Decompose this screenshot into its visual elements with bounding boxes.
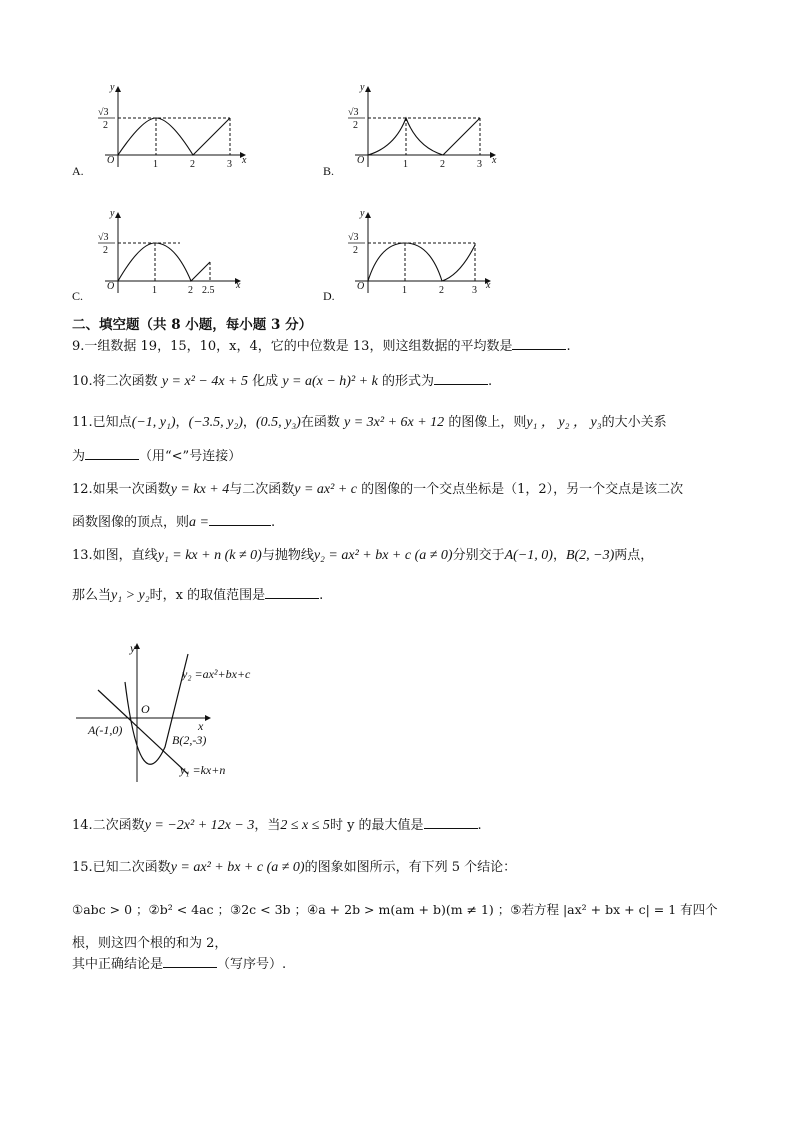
graph-c-y-label: y bbox=[110, 208, 115, 219]
q13-y-label: y bbox=[130, 641, 136, 655]
graph-a bbox=[105, 87, 245, 167]
q13-parabola bbox=[125, 654, 188, 764]
graph-d-y-label: y bbox=[360, 208, 365, 219]
q13-sep: ， bbox=[552, 548, 566, 563]
q13-label-b: B(2,-3) bbox=[172, 733, 207, 747]
q11-line2a: 为 bbox=[72, 449, 86, 464]
q15-func: y = ax² + bx + c (a ≠ 0) bbox=[170, 860, 305, 875]
q11-tail: 的大小关系 bbox=[601, 415, 667, 430]
graph-a-origin: O bbox=[107, 155, 115, 166]
q11-answer-blank[interactable] bbox=[85, 447, 139, 460]
graph-b-tick-3: 3 bbox=[477, 159, 482, 170]
question-11 bbox=[72, 413, 667, 433]
graph-c-tick-2: 2 bbox=[188, 285, 193, 296]
graph-c-tick-25: 2.5 bbox=[202, 285, 215, 296]
q10-post: 的形式为 bbox=[381, 374, 434, 389]
q15-pre: 15.已知二次函数 bbox=[72, 860, 171, 875]
q13-cond: y₁ > y₂ bbox=[111, 588, 150, 603]
question-15-line4 bbox=[72, 955, 286, 975]
q11-point1: (−1, y₁) bbox=[131, 415, 176, 430]
graph-c-x-label: x bbox=[236, 280, 241, 291]
q15-c3: 其中正确结论是 bbox=[72, 957, 164, 972]
q15-post: 的图象如图所示，有下列 5 个结论： bbox=[304, 860, 517, 875]
option-d-label: D. bbox=[323, 289, 335, 303]
q13-pre: 13.如图，直线 bbox=[72, 548, 158, 563]
graph-a-x-label: x bbox=[242, 155, 247, 166]
q13-figure bbox=[70, 632, 310, 792]
q15-conclusions-line2: 根，则这四个根的和为 2， bbox=[72, 936, 228, 951]
question-10 bbox=[72, 372, 492, 392]
graph-a-two: 2 bbox=[103, 120, 108, 131]
q12-line2: 函数图像的顶点，则 bbox=[72, 515, 190, 530]
q12-pre: 12.如果一次函数 bbox=[72, 482, 171, 497]
graph-a-tick-1: 1 bbox=[153, 159, 158, 170]
q9-answer-blank[interactable] bbox=[512, 337, 566, 350]
graph-b-tick-2: 2 bbox=[440, 159, 445, 170]
q12-f2: y = ax² + c bbox=[294, 482, 357, 497]
q13-y1-label: y₁ =kx+n bbox=[180, 763, 226, 777]
graph-a-sqrt3: √3 bbox=[98, 107, 109, 118]
q14-func: y = −2x² + 12x − 3 bbox=[144, 818, 255, 833]
graph-a-tick-2: 2 bbox=[190, 159, 195, 170]
option-b-label: B. bbox=[323, 164, 335, 178]
graph-c-tick-1: 1 bbox=[152, 285, 157, 296]
graph-d-tick-1: 1 bbox=[402, 285, 407, 296]
q14-end: . bbox=[477, 818, 482, 833]
q14-mid: ，当 bbox=[254, 818, 281, 833]
q14-pre: 14.二次函数 bbox=[72, 818, 145, 833]
graph-b-two: 2 bbox=[353, 120, 358, 131]
question-14 bbox=[72, 816, 482, 836]
q15-conclusions-line1: ①abc > 0 ；②b² < 4ac ；③2c < 3b ；④a + 2b > m(am + b)(m ≠ 1) ；⑤若方程 |ax² + bx + c| = 1 有四个 bbox=[72, 902, 718, 917]
q13-x-label: x bbox=[198, 719, 204, 733]
graph-c-sqrt3: √3 bbox=[98, 232, 109, 243]
q12-end: . bbox=[270, 515, 276, 530]
option-c-label: C. bbox=[72, 289, 84, 303]
q9-text: 9.一组数据 19，15，10，x，4，它的中位数是 13，则这组数据的平均数是 bbox=[72, 339, 513, 354]
q14-post: 时 y 的最大值是 bbox=[329, 818, 424, 833]
q13-f2: y₂ = ax² + bx + c (a ≠ 0) bbox=[313, 548, 453, 563]
question-12 bbox=[72, 480, 683, 500]
q13-point-a: A(−1, 0) bbox=[504, 548, 553, 563]
q11-func: y = 3x² + 6x + 12 bbox=[344, 415, 445, 430]
q14-answer-blank[interactable] bbox=[424, 816, 478, 829]
q13-y2-label: y₂ =ax²+bx+c bbox=[182, 667, 251, 681]
graph-c bbox=[105, 213, 240, 293]
q15-c3tail: （写序号） bbox=[217, 957, 283, 972]
question-15-conclusions bbox=[72, 900, 718, 920]
graph-b-y-label: y bbox=[360, 82, 365, 93]
q10-pre: 10.将二次函数 bbox=[72, 374, 158, 389]
q12-f1: y = kx + 4 bbox=[170, 482, 230, 497]
q10-expr2: y = a(x − h)² + k bbox=[282, 374, 378, 389]
option-graphs bbox=[60, 75, 780, 325]
graph-d-origin: O bbox=[357, 281, 365, 292]
q11-point2: (−3.5, y₂) bbox=[188, 415, 243, 430]
question-12-line2 bbox=[72, 513, 275, 533]
question-15 bbox=[72, 858, 516, 878]
q12-answer-blank[interactable] bbox=[209, 513, 271, 526]
option-a-label: A. bbox=[72, 164, 84, 178]
graph-b-sqrt3: √3 bbox=[348, 107, 359, 118]
q13-answer-blank[interactable] bbox=[265, 586, 319, 599]
q10-end: . bbox=[487, 374, 493, 389]
q11-post: 的图像上，则 bbox=[448, 415, 527, 430]
graph-c-two: 2 bbox=[103, 245, 108, 256]
graph-b-origin: O bbox=[357, 155, 365, 166]
q10-expr1: y = x² − 4x + 5 bbox=[161, 374, 249, 389]
section-title: 二、填空题（共 8 小题，每小题 3 分） bbox=[72, 317, 313, 333]
q10-mid: 化成 bbox=[252, 374, 279, 389]
q13-line2b: 时，x 的取值范围是 bbox=[149, 588, 266, 603]
graph-c-origin: O bbox=[107, 281, 115, 292]
question-13 bbox=[72, 546, 653, 566]
graph-d bbox=[355, 213, 490, 293]
q14-range: 2 ≤ x ≤ 5 bbox=[280, 818, 330, 833]
q13-end: . bbox=[319, 588, 324, 603]
q12-mid: 与二次函数 bbox=[229, 482, 295, 497]
q11-line2b: （用“<”号连接） bbox=[139, 449, 242, 464]
graph-d-tick-3: 3 bbox=[472, 285, 477, 296]
question-9 bbox=[72, 337, 571, 357]
question-15-line3 bbox=[72, 934, 227, 954]
q12-post: 的图像的一个交点坐标是（1，2），另一个交点是该二次 bbox=[361, 482, 684, 497]
q13-line2a: 那么当 bbox=[72, 588, 112, 603]
q13-f1: y₁ = kx + n (k ≠ 0) bbox=[157, 548, 262, 563]
graph-d-sqrt3: √3 bbox=[348, 232, 359, 243]
question-13-line2 bbox=[72, 586, 323, 606]
q11-sep2: ， bbox=[242, 415, 256, 430]
graph-a-tick-3: 3 bbox=[227, 159, 232, 170]
q15-answer-blank[interactable] bbox=[163, 955, 217, 968]
q13-origin: O bbox=[141, 702, 150, 716]
graph-a-y-label: y bbox=[110, 82, 115, 93]
q13-tail: 两点， bbox=[614, 548, 654, 563]
q13-label-a: A(-1,0) bbox=[88, 723, 123, 737]
graph-b-tick-1: 1 bbox=[403, 159, 408, 170]
graph-b bbox=[355, 87, 495, 167]
q13-mid: 与抛物线 bbox=[261, 548, 314, 563]
graph-d-x-label: x bbox=[486, 280, 491, 291]
q11-sep1: ， bbox=[175, 415, 189, 430]
q13-point-b: B(2, −3) bbox=[565, 548, 615, 563]
q9-end: . bbox=[566, 339, 571, 354]
q11-mid: 在函数 bbox=[300, 415, 340, 430]
graph-d-two: 2 bbox=[353, 245, 358, 256]
q11-vars: y₁ ， y₂ ， y₃ bbox=[526, 415, 602, 430]
graph-d-tick-2: 2 bbox=[439, 285, 444, 296]
q11-pre: 11.已知点 bbox=[72, 415, 132, 430]
q10-answer-blank[interactable] bbox=[434, 372, 488, 385]
q13-post: 分别交于 bbox=[452, 548, 505, 563]
q15-end: . bbox=[282, 957, 287, 972]
q11-point3: (0.5, y₃) bbox=[255, 415, 301, 430]
q12-ans: a = bbox=[189, 515, 209, 530]
graph-b-x-label: x bbox=[492, 155, 497, 166]
question-11-line2 bbox=[72, 447, 241, 467]
